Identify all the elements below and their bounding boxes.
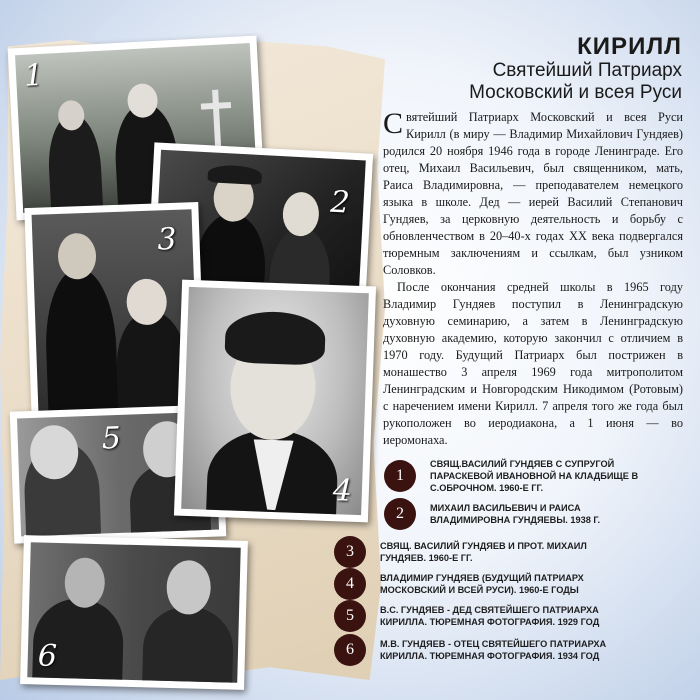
- bio-paragraph-2: После окончания средней школы в 1965 году Владимир Гундяев поступил в Ленинградскую духовную семинарию, а затем в Ленинградскую духовную академию, которую закончил с отличием в 1970 году. Будущий Патриарх был пострижен в монашество 3 апреля 1969 года митрополитом Ленинградским и Новгородским Никодимом (Ротовым) с наречением имени Кирилл. 7 апреля того же года был рукоположен во иеродиакона, а 1 июня — во иеромонаха.: [383, 280, 683, 447]
- person-head: [166, 560, 211, 615]
- caption-number-badge: 1: [384, 460, 416, 492]
- caption-text: В.С. ГУНДЯЕВ - ДЕД СВЯТЕЙШЕГО ПАТРИАРХА КИРИЛЛА. ТЮРЕМНАЯ ФОТОГРАФИЯ. 1929 ГОД: [380, 605, 600, 627]
- caption-text: МИХАИЛ ВАСИЛЬЕВИЧ И РАИСА ВЛАДИМИРОВНА ГУНДЯЕВЫ. 1938 Г.: [430, 503, 601, 525]
- caption-2: [384, 498, 645, 530]
- caption-text: М.В. ГУНДЯЕВ - ОТЕЦ СВЯТЕЙШЕГО ПАТРИАРХА КИРИЛЛА. ТЮРЕМНАЯ ФОТОГРАФИЯ. 1934 ГОД: [380, 639, 607, 661]
- person-hair: [224, 310, 326, 365]
- caption-5: [334, 600, 630, 632]
- caption-text: ВЛАДИМИР ГУНДЯЕВ (БУДУЩИЙ ПАТРИАРХ МОСКОВСКИЙ И ВСЕЙ РУСИ). 1960-Е ГОДЫ: [380, 573, 584, 595]
- page-title: КИРИЛЛ: [577, 33, 682, 60]
- person-head: [64, 557, 105, 608]
- bio-paragraph-1-text: вятейший Патриарх Московский и всея Руси Кирилл (в миру — Владимир Михайлович Гундяев) родился 20 ноября 1946 года в городе Ленинграде. Его отец, Михаил Васильевич, был священником, мать, Раиса Владимировна, — преподавателем немецкого языка в школе. Дед — иерей Василий Степанович Гундяев, за церковную деятельность и борьбу с обновленчеством в 20–40-х годах XX века подвергался тюремным заключениям и ссылкам, был узником Соловков.: [383, 110, 683, 277]
- photo-number: 4: [332, 473, 353, 509]
- person-figure: [43, 267, 119, 415]
- photo-number: 5: [101, 420, 122, 457]
- caption-3: [334, 536, 620, 568]
- photo-number: 1: [23, 57, 45, 94]
- person-figure: [142, 605, 234, 682]
- caption-1: [384, 458, 645, 494]
- photo-4: [174, 280, 376, 523]
- header: [469, 34, 682, 104]
- caption-text: СВЯЩ. ВАСИЛИЙ ГУНДЯЕВ И ПРОТ. МИХАИЛ ГУНДЯЕВ. 1960-Е ГГ.: [380, 541, 587, 563]
- page-subtitle-line1: Святейший Патриарх: [492, 60, 682, 81]
- bio-paragraph-1: [383, 109, 683, 279]
- caption-number-badge: 6: [334, 634, 366, 666]
- caption-number-badge: 3: [334, 536, 366, 568]
- grave-cross: [201, 102, 231, 110]
- grave-cross: [212, 90, 221, 150]
- person-head: [282, 191, 320, 237]
- caption-number-badge: 5: [334, 600, 366, 632]
- biography: [383, 109, 683, 449]
- page-subtitle-line2: Московский и всея Руси: [469, 82, 682, 103]
- drop-cap: С: [383, 107, 404, 140]
- caption-text: СВЯЩ.ВАСИЛИЙ ГУНДЯЕВ С СУПРУГОЙ ПАРАСКЕВОЙ ИВАНОВНОЙ НА КЛАДБИЩЕ В С.ОБРОЧНОМ. 1960-Е ГГ.: [430, 459, 639, 493]
- photo-number: 2: [329, 184, 351, 221]
- caption-6: [334, 634, 630, 666]
- caption-number-badge: 2: [384, 498, 416, 530]
- photo-number: 6: [37, 638, 58, 674]
- person-cap: [207, 164, 262, 185]
- caption-number-badge: 4: [334, 568, 366, 600]
- photo-number: 3: [156, 221, 178, 258]
- caption-4: [334, 568, 620, 600]
- photo-6: [20, 535, 248, 690]
